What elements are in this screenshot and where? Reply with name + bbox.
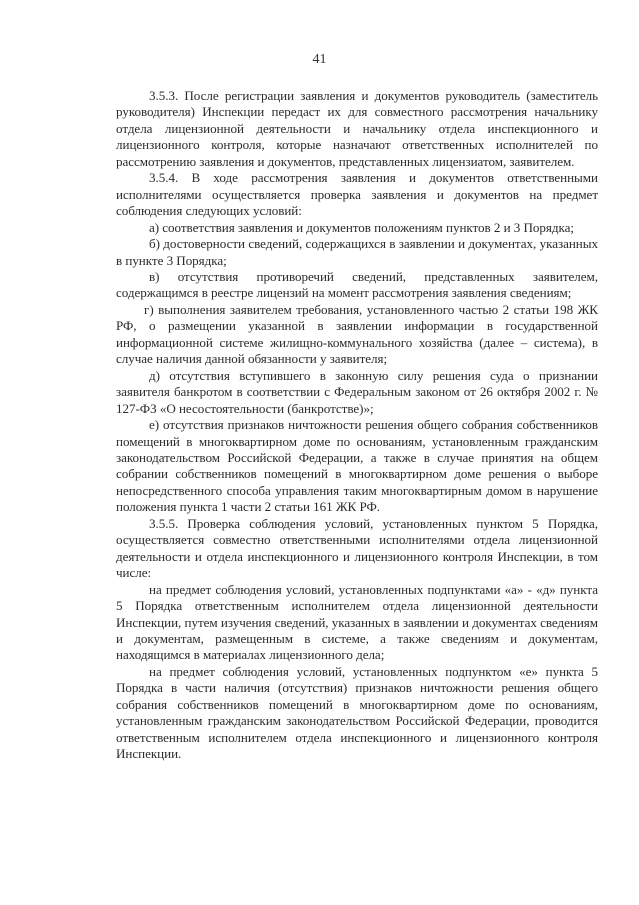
document-body bbox=[116, 88, 598, 763]
list-item-g: г) выполнения заявителем требования, установленного частью 2 статьи 198 ЖК РФ, о размещении указанной в заявлении информации в государственной информационной системе жилищно-коммунального хозяйства (далее – система), в случае наличия данной обязанности у заявителя; bbox=[116, 301, 598, 367]
sub-paragraph-e: на предмет соблюдения условий, установленных подпунктом «е» пункта 5 Порядка в части наличия (отсутствия) признаков ничтожности решения общего собрания собственников помещений в многоквартирном доме по основаниям, установленным гражданским законодательством Российской Федерации, проводится ответственным исполнителем отдела инспекционного и лицензионного контроля Инспекции. bbox=[116, 663, 598, 762]
paragraph-3-5-4: 3.5.4. В ходе рассмотрения заявления и документов ответственными исполнителями осуществляется проверка заявления и документов на предмет соблюдения следующих условий: bbox=[116, 170, 598, 219]
list-item-v: в) отсутствия противоречий сведений, представленных заявителем, содержащимся в реестре лицензий на момент рассмотрения заявления сведениям; bbox=[116, 268, 598, 301]
page-number: 41 bbox=[312, 52, 327, 67]
sub-paragraph-a-d: на предмет соблюдения условий, установленных подпунктами «а» - «д» пункта 5 Порядка ответственным исполнителем отдела лицензионной деятельности Инспекции, путем изучения сведений, указанных в заявлении и документах сведениям и документам, размещенным в системе, а также сведениям и документам, находящимся в материалах лицензионного дела; bbox=[116, 581, 598, 663]
list-item-a: а) соответствия заявления и документов положениям пунктов 2 и 3 Порядка; bbox=[149, 219, 574, 235]
paragraph-3-5-5: 3.5.5. Проверка соблюдения условий, установленных пунктом 5 Порядка, осуществляется совместно ответственными исполнителями отдела лицензионной деятельности и отдела инспекционного и лицензионного контроля Инспекции, в том числе: bbox=[116, 515, 598, 581]
list-item-b: б) достоверности сведений, содержащихся в заявлении и документах, указанных в пункте 3 Порядка; bbox=[116, 236, 598, 268]
paragraph-3-5-3: 3.5.3. После регистрации заявления и документов руководитель (заместитель руководителя) Инспекции передаст их для совместного рассмотрения начальнику отдела лицензионной деятельности и начальнику отдела инспекционного и лицензионного контроля, которые назначают ответственных исполнителей по рассмотрению заявления и документов, представленных лицензиатом, заявителем. bbox=[116, 88, 598, 169]
list-item-e: е) отсутствия признаков ничтожности решения общего собрания собственников помещений в многоквартирном доме по основаниям, установленным гражданским законодательством Российской Федерации, а также в случае принятия на общем собрании собственников помещений в многоквартирном доме решения о выборе непосредственного способа управления таким многоквартирным домом в нарушение положения пункта 1 части 2 статьи 161 ЖК РФ. bbox=[116, 417, 598, 515]
list-item-d: д) отсутствия вступившего в законную силу решения суда о признании заявителя банкротом в соответствии с Федеральным законом от 26 октября 2002 г. № 127-ФЗ «О несостоятельности (банкротстве)»; bbox=[116, 367, 598, 416]
